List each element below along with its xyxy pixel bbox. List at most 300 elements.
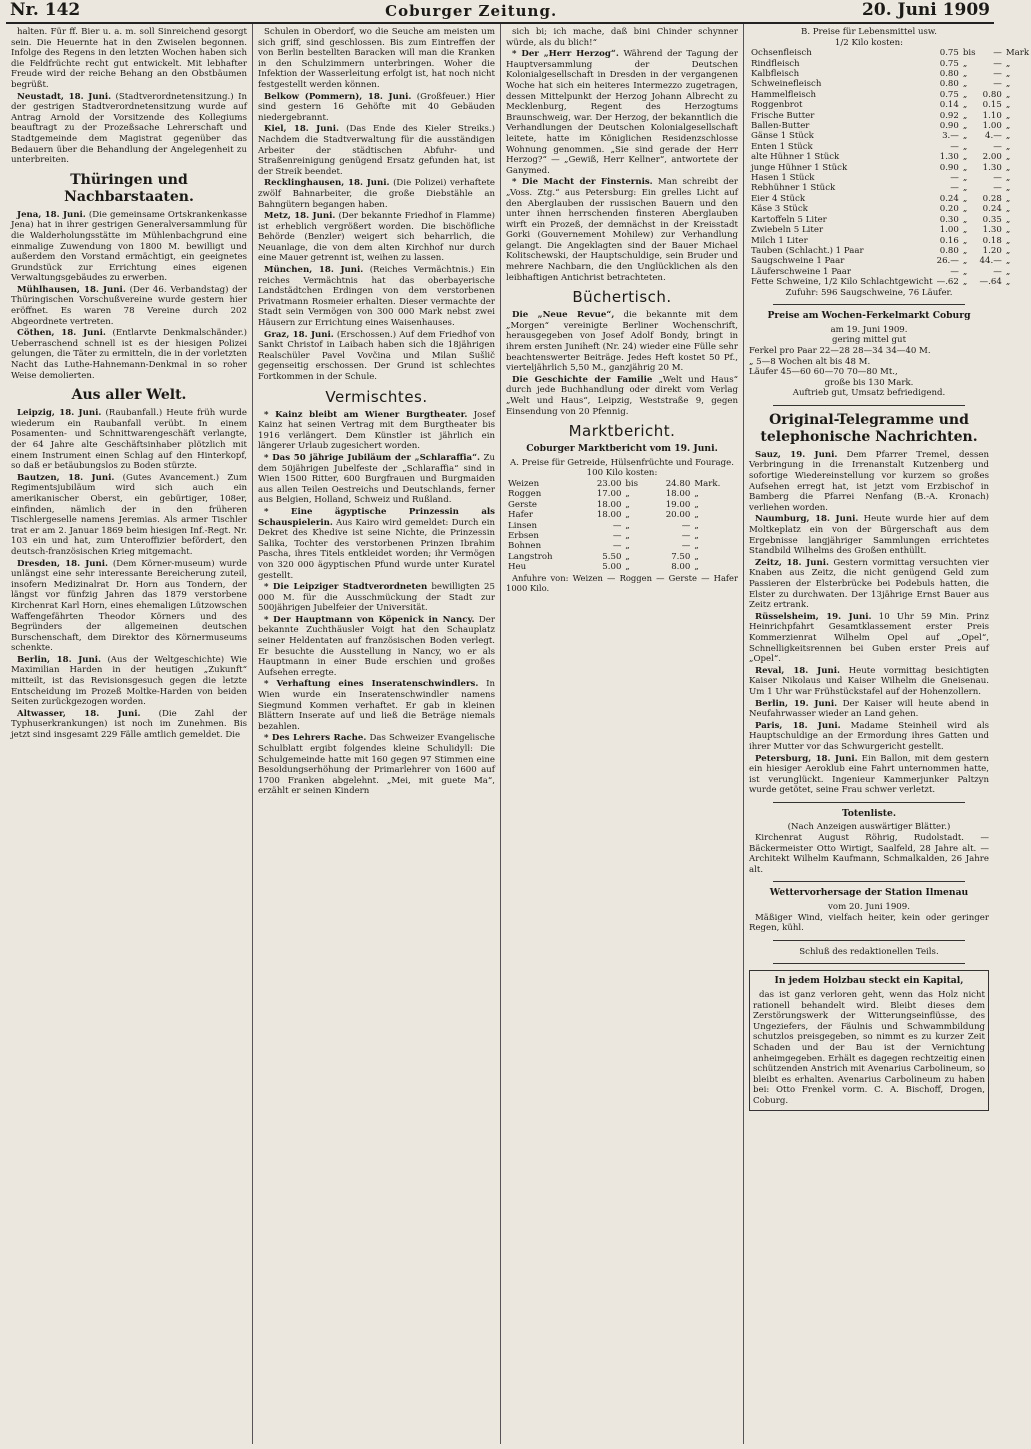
telegram-petersburg [749,754,989,796]
divider [773,940,965,941]
price-sep: „ [962,173,968,184]
price-unit: „ [1005,173,1011,184]
item-text: Zu dem 50jährigen Jubelfeste der „Schlaraffia“ sind in Wien 1500 Ritter, 600 Burgfrauen und Burgmaiden aus allen Teilen Oestreichs und Deutschlands, ferner aus Belgien, Holland, Schweiz und Rußland. [258,452,495,506]
item-heading: * Verhaftung eines Inseratenschwindlers. [264,679,479,690]
price-unit: „ [1005,131,1011,142]
dateline: Berlin, 18. Juni. [17,654,102,665]
price-to: 0.28 [982,193,1002,204]
price-to: 0.18 [982,235,1002,246]
article-leipzig [11,408,247,472]
advertisement-heading: In jedem Holzbau steckt ein Kapital, [774,975,964,987]
price-row [506,479,738,489]
article-text: (Das Ende des Kieler Streiks.) Nachdem die Stadtverwaltung für die ausständigen Arbeiter der städtischen Abfuhr- und Straßenreinigung genügend Ersatz gefunden hat, ist der Streik beendet. [258,124,496,177]
price-to: — [993,48,1002,59]
item-text: Aus Kairo wird gemeldet: Durch ein Dekret des Khedive ist seine Nichte, die Prinzessin Salika, Tochter des verstorbenen Prinzen Ibrahim Pascha, ihres Titels entkleidet worden; ihr Vermögen von 320 000 ägyptischen Pfund wurde unter Kuratel gestellt. [258,517,495,581]
price-from: 0.92 [939,110,959,121]
price-unit: Mark. [694,478,721,489]
price-to: 1.20 [982,245,1002,256]
editorial-end-note: Schluß des redaktionellen Teils. [799,946,939,957]
price-from: — [612,541,622,552]
article-muehlhausen [11,285,247,327]
article-text: (Die Polizei) verhaftete zwölf Bahnarbeiter, die große Diebstähle an Bahngütern begangen haben. [258,178,495,210]
dateline: Sauz, 19. Juni. [755,449,838,460]
price-sep: „ [962,183,968,194]
price-row [749,131,1031,141]
section-heading-aller-welt: Aus aller Welt. [71,387,187,404]
price-sep: „ [962,266,968,277]
price-row [749,79,1031,89]
ferkel-line: Läufer 45—60 60—70 70—80 Mt., [749,367,898,378]
ferkel-line: Ferkel pro Paar 22—28 28—34 34—40 M. [749,345,931,356]
food-prices-unit: 1/2 Kilo kosten: [834,37,904,48]
article-dresden [11,559,247,654]
price-from: — [950,183,959,194]
price-row [506,531,738,541]
price-unit: „ [1005,110,1011,121]
price-unit: „ [1005,204,1011,215]
price-from: 26.— [936,256,959,267]
article-text: (Stadtverordnetensitzung.) In der gestrigen Stadtverordnetensitzung wurde auf Antrag Arnold der Vorsitzende des Kollegiums beauftragt zu der Prozeßsache Lehrerschaft und Stadtgemeinde dem Magistrat gegenüber das Bedauern über die Behandlung der Angelegenheit zu unterbreiten. [11,91,248,166]
price-to: 18.00 [665,489,691,500]
price-item: Heu [508,562,527,573]
price-sep: „ [625,562,630,573]
price-item: Eier 4 Stück [751,193,806,204]
price-to: 4.— [985,131,1002,142]
dateline: Leipzig, 18. Juni. [17,408,102,419]
dateline: Dresden, 18. Juni. [17,558,109,569]
price-item: Ballen-Butter [751,121,810,132]
price-item: Gerste [508,499,538,510]
price-from: 0.30 [939,214,959,225]
telegram-text: Der Kaiser will heute abend in Neufahrwasser wieder an Land gehen. [749,698,989,720]
article-belkow [258,92,495,124]
price-sep: „ [962,141,968,152]
price-unit: „ [1005,89,1011,100]
price-sep: „ [962,214,968,225]
food-price-table [749,48,1031,287]
price-unit: „ [1005,256,1011,267]
price-sep: „ [962,256,968,267]
price-item: Rebhühner 1 Stück [751,183,836,194]
price-unit: „ [694,562,699,573]
price-sep: „ [962,225,968,236]
price-row [749,183,1031,193]
dateline: Petersburg, 18. Juni. [755,753,858,764]
article-text: (Großfeuer.) Hier sind gestern 16 Gehöfte mit 40 Gebäuden niedergebrannt. [258,91,496,123]
advertisement-holzbau [749,970,989,1110]
item-text: In Wien wurde ein Inseratenschwindler namens Siegmund Kommen verhaftet. Er gab in kleinen Blättern Inserate auf und ließ die Beträge niemals bezahlen. [258,679,495,732]
price-sep: bis [962,48,976,59]
price-unit: „ [1005,141,1011,152]
column-2 [252,24,500,1444]
article-coethen [11,328,247,381]
telegram-ruesselsheim [749,612,989,665]
market-report-subtitle: A. Preise für Getreide, Hülsenfrüchte und Fourage. [510,457,734,468]
price-item: Roggen [508,489,542,500]
price-to: — [681,541,691,552]
price-item: Kalbfleisch [751,69,800,79]
item-text: die bekannte mit dem „Morgen“ vereinigte Berliner Wochenschrift, herausgegeben von Josef Adolf Bondy, bringt in ihrem ersten Juniheft (Nr. 24) wieder eine Fülle sehr beachtenswerter Beiträge. Jedes Heft kostet 50 Pf., vierteljährlich 5,50 M., ganzjährig 20 M. [506,310,738,374]
telegram-berlin [749,699,989,720]
ferkel-columns: gering mittel gut [831,335,907,346]
price-sep: „ [962,193,968,204]
telegram-text: Dem Pfarrer Tremel, dessen Verbringung in die Irrenanstalt Kutzenberg und sofortige Wiedereinstellung vor kurzem so großes Aufsehen erregt hat, ist jetzt vom Erzbischof in Bamberg die Pfarrei Nenfang (B.-A. Kronach) verliehen worden. [749,449,989,513]
price-sep: „ [962,204,968,215]
price-from: 5.50 [602,551,622,562]
price-to: — [993,266,1002,277]
price-unit: „ [1005,183,1011,194]
item-heading: Die „Neue Revue“, [512,310,615,321]
price-sep: „ [625,531,630,541]
price-sep: „ [625,541,630,552]
price-item: Frische Butter [751,110,815,121]
price-sep: „ [625,489,630,500]
article-kiel [258,124,495,177]
price-sep: „ [962,100,968,111]
item-text: Man schreibt der „Voss. Ztg.“ aus Petersburg: Ein grelles Licht auf den Aberglauben der russischen Bauern und den unter ihnen herrschenden finsteren Aberglauben wirft ein Prozeß, der demnächst in der Kreisstadt Gorki (Gouvernement Mohilew) zur Verhandlung gelangt. Die Angeklagten sind der Bauer Michael Kolitschewski, der Hauptschuldige, sein Bruder und mehrere Nachbarn, die den Unglücklichen als den leibhaftigen Antichrist betrachteten. [506,177,738,283]
price-to: — [681,520,691,531]
article-text: (Gutes Avancement.) Zum Regimentsjubiläum wird sich auch ein amerikanischer Oberst, ein gebürtiger, 108er, einfinden, nämlich der in den früheren Tischlergeselle namens Jeremias. Als armer Tischler trat er am 2. Januar 1869 beim hiesigen Inf.-Regt. Nr. 103 ein und hat, zum Unteroffizier befördert, den deutsch-französischen Krieg mitgemacht. [11,472,247,557]
paper-title: Coburger Zeitung. [385,2,558,20]
item-text: bewilligten 25 000 M. für die Ausschmückung der Stadt zur 500jährigen Jubelfeier der Universität. [258,582,495,614]
price-unit: „ [1005,58,1011,69]
price-from: 0.75 [939,89,959,100]
item-continuation: sich bi; ich mache, daß bini Chinder schynner würde, als du blich!“ [506,27,738,48]
article-text: (Der bekannte Friedhof in Flamme) ist erheblich vergrößert worden. Die bischöfliche Behörde (Benzler) weigert sich beharrlich, die Neuanlage, die von dem alten Kirchhof nur durch eine Mauer getrennt ist, weihen zu lassen. [258,211,496,264]
price-item: Ochsenfleisch [751,48,812,59]
price-to: 20.00 [665,510,691,521]
masthead [6,0,994,24]
issue-date: 20. Juni 1909 [862,0,990,20]
price-row [506,541,738,551]
telegram-zeitz [749,558,989,611]
article-neustadt [11,92,247,166]
price-unit: „ [1005,69,1011,79]
article-bautzen [11,473,247,558]
price-row [749,111,1031,121]
price-to: 0.24 [982,204,1002,215]
weather-heading: Wettervorhersage der Station Ilmenau [769,887,969,899]
dateline: Zeitz, 18. Juni. [755,557,829,568]
price-from: — [950,173,959,184]
article-metz [258,211,495,264]
price-from: 1.30 [939,152,959,163]
death-list-subtitle: (Nach Anzeigen auswärtiger Blätter.) [787,822,951,833]
dateline: Bautzen, 18. Juni. [17,472,115,483]
item-prinzessin [258,507,495,581]
price-sep: „ [962,121,968,132]
price-unit: „ [1005,266,1011,277]
dateline: Rüsselsheim, 19. Juni. [755,611,872,622]
price-row [749,267,1031,277]
column-1 [6,24,252,1444]
section-heading-buechertisch: Büchertisch. [572,288,672,307]
telegram-paris [749,721,989,753]
price-row [506,510,738,520]
item-inseraten [258,679,495,732]
price-row [506,489,738,499]
item-neue-revue [506,310,738,374]
price-item: Saugschweine 1 Paar [751,256,845,267]
ferkel-market-heading: Preise am Wochen-Ferkelmarkt Coburg [767,310,971,322]
price-item: Tauben (Schlacht.) 1 Paar [751,245,864,256]
food-prices-heading: B. Preise für Lebensmittel usw. [801,27,937,37]
item-heading: * Das 50 jährige Jubiläum der „Schlaraffia“. [264,452,481,463]
zufuhr-note: Zufuhr: 596 Saugschweine, 76 Läufer. [785,287,953,298]
item-schlaraffia [258,453,495,506]
price-sep: „ [962,245,968,256]
telegram-naumburg [749,514,989,556]
price-sep: „ [962,79,968,90]
item-koepenick [258,615,495,679]
price-from: — [950,266,959,277]
price-unit: „ [694,510,699,521]
price-sep: bis [625,478,639,489]
dateline: Mühlhausen, 18. Juni. [17,284,126,295]
telegram-text: Heute wurde hier auf dem Moltkeplatz ein von der Bürgerschaft aus dem Ergebnisse langjähriger Sammlungen errichtetes Standbild Wilhelms des Großen enthüllt. [749,514,989,557]
price-from: 0.14 [939,100,959,111]
ferkel-line: große bis 130 Mark. [824,377,914,388]
price-from: — [612,531,622,541]
price-unit: „ [1005,193,1011,204]
price-unit: „ [1005,162,1011,173]
dateline: Jena, 18. Juni. [17,209,86,220]
article-text: (Raubanfall.) Heute früh wurde wiederum ein Raubanfall verübt. In einem Posamenten- und Schnittwarengeschäft verlangte, der 64 Jahre alte Geschäftsinhaber plötzlich mit einem Instrument einen Schlag auf den Hinterkopf, so daß er betäubungslos zu Boden stürzte. [11,408,247,472]
item-heading: * Des Lehrers Rache. [264,733,367,744]
price-to: 1.30 [982,162,1002,173]
article-text: (Dem Körner-museum) wurde unlängst eine sehr interessante Bereicherung zuteil, insofern Medizinalrat Dr. Horn aus Tondern, der längst vor fünfzig Jahren das 1879 verstorbene Kirchenrat Karl Horn, eines ehemaligen Lützowschen Waffengefährten Theodor Körners und des Begründers der allgemeinen deutschen Burschenschaft, dem Direktor des Körnermuseums schenkte. [11,558,247,654]
column-3 [500,24,743,1444]
item-stadtverordnete [258,582,495,614]
price-unit: „ [694,531,699,541]
price-from: 18.00 [596,499,622,510]
article-jena [11,210,247,284]
price-item: Schweinefleisch [751,79,822,90]
column-4 [743,24,1030,1444]
price-unit: „ [694,541,699,552]
price-row [749,100,1031,110]
price-row [749,69,1031,79]
price-sep: „ [962,69,968,79]
price-item: Weizen [508,478,540,489]
death-list-heading: Totenliste. [841,807,897,819]
dateline: Graz, 18. Juni. [264,329,334,340]
dateline: Cöthen, 18. Juni. [17,328,106,339]
telegram-text: 10 Uhr 59 Min. Prinz Heinrichpfahrt Gesamtklassement erster Preis Kommerzienrat Wilhelm Opel auf „Opel“, Schnelligkeitsrennen bei Guben erster Preis auf „Opel“. [749,611,989,665]
price-row [749,48,1031,58]
dateline: München, 18. Juni. [264,265,364,276]
section-heading-vermischtes: Vermischtes. [325,387,428,406]
weather-text: Mäßiger Wind, vielfach heiter, kein oder geringer Regen, kühl. [749,912,989,934]
divider [773,304,965,305]
telegram-reval [749,666,989,698]
price-row [506,500,738,510]
price-to: — [993,69,1002,79]
price-row [749,59,1031,69]
price-unit: „ [1005,152,1011,163]
item-heading: * Die Leipziger Stadtverordneten [264,582,428,593]
market-report-title: Coburger Marktbericht vom 19. Juni. [526,443,718,455]
telegram-text: Heute vormittag besichtigten Kaiser Nikolaus und Kaiser Wilhelm die Gneisenau. Um 1 Uhr war Frühstückstafel auf der Hohenzollern. [749,665,990,697]
price-to: 7.50 [671,551,691,562]
telegram-sauz [749,450,989,514]
ferkel-line: „ 5—8 Wochen alt bis 48 M. [749,356,871,367]
price-unit: „ [1005,79,1011,90]
price-unit: „ [694,489,699,500]
price-row [749,246,1031,256]
price-to: 1.10 [982,110,1002,121]
market-report-unit: 100 Kilo kosten: [586,468,658,479]
price-row [749,256,1031,266]
article-text: (Die gemeinsame Ortskrankenkasse Jena) hat in ihrer gestrigen Generalversammlung für die Walderholungsstätte im Mühlenbachgrund eine einmalige Zuwendung von 1800 M. bewilligt und außerdem den Vorstand ermächtigt, ein geeignetes Grundstück zur Errichtung eines eigenen Verwaltungsgebäudes zu erwerben. [11,209,247,284]
market-report-note: Anfuhre von: Weizen — Roggen — Gerste — Hafer 1000 Kilo. [506,572,738,594]
dateline: Reval, 18. Juni. [755,665,840,676]
death-list-text: Kirchenrat August Röhrig, Rudolstadt. — Bäckermeister Otto Wirtigt, Saalfeld, 28 Jahre alt. — Architekt Wilhelm Kaufmann, Schmalkalden, 26 Jahre alt. [749,833,989,875]
price-item: Milch 1 Liter [751,235,808,246]
price-from: 0.80 [939,69,959,79]
item-heading: * Der „Herr Herzog“. [512,49,619,60]
price-item: Langstroh [508,551,553,562]
price-unit: Mark [1005,48,1030,59]
price-to: 0.80 [982,89,1002,100]
price-item: Rindfleisch [751,58,800,69]
price-from: 0.80 [939,79,959,90]
price-from: 5.00 [602,562,622,573]
price-item: alte Hühner 1 Stück [751,152,840,163]
price-from: 0.80 [939,245,959,256]
section-heading-marktbericht: Marktbericht. [568,422,676,441]
price-from: — [950,141,959,152]
dateline: Berlin, 19. Juni. [755,698,838,709]
article-continuation: Schulen in Oberdorf, wo die Seuche am meisten um sich griff, sind geschlossen. Bis zum Eintreffen der von Berlin bestellten Baracken will man die Kranken in den Schulzimmern unterbringen. Woher die Infektion der Wasserleitung erfolgt ist, hat noch nicht festgestellt werden können. [258,27,495,90]
price-unit: „ [1005,214,1011,225]
article-recklinghausen [258,178,495,210]
price-row [749,194,1031,204]
item-heading: Die Geschichte der Familie [512,374,653,385]
dateline: Belkow (Pommern), 18. Juni. [264,91,412,102]
price-sep: „ [962,89,968,100]
article-graz [258,330,495,383]
divider [773,881,965,882]
price-from: — [612,520,622,531]
price-from: 0.90 [939,162,959,173]
telegram-text: Ein Ballon, mit dem gestern ein hiesiger Aeroklub eine Fahrt unternommen hatte, ist verunglückt. Ingenieur Kammerjunker Paltzyn wurde getötet, seine Frau schwer verletzt. [749,753,989,796]
dateline: Paris, 18. Juni. [755,720,841,731]
price-unit: „ [694,520,699,531]
price-from: 18.00 [596,510,622,521]
price-to: —.64 [979,277,1002,288]
price-item: Linsen [508,520,538,531]
price-to: 44.— [979,256,1002,267]
price-sep: „ [962,235,968,246]
price-unit: „ [1005,245,1011,256]
price-item: Hasen 1 Stück [751,173,815,184]
grain-price-table [506,479,738,573]
item-heading: * Eine ägyptische Prinzessin als Schauspielerin. [258,506,495,528]
price-to: 0.15 [982,100,1002,111]
price-sep: „ [962,152,968,163]
item-lehrer [258,733,495,797]
price-item: junge Hühner 1 Stück [751,162,848,173]
price-to: 1.30 [982,225,1002,236]
price-item: Fette Schweine, 1/2 Kilo Schlachtgewicht [751,277,933,288]
price-to: — [681,531,691,541]
price-item: Erbsen [508,531,539,541]
price-from: 0.24 [939,193,959,204]
article-text: (Erschossen.) Auf dem Friedhof von Sankt Christof in Laibach haben sich die 18jährigen Realschüler Pavel Vovčina und Milan Sušlič gegenseitig erschossen. Der Grund ist schlechtes Fortkommen in der Schule. [258,329,496,382]
price-row [749,236,1031,246]
price-sep: „ [962,162,968,173]
price-to: — [993,58,1002,69]
price-from: 1.00 [939,225,959,236]
dateline: Metz, 18. Juni. [264,211,336,222]
price-sep: „ [962,131,968,142]
price-row [506,521,738,531]
price-item: Kartoffeln 5 Liter [751,214,827,225]
price-item: Hafer [508,510,533,521]
divider [773,802,965,803]
price-row [506,562,738,572]
price-from: 0.16 [939,235,959,246]
weather-date: vom 20. Juni 1909. [828,902,910,913]
article-text: (Aus der Weltgeschichte) Wie Maximilian Harden in der heutigen „Zukunft“ mitteilt, ist das Revisionsgesuch gegen die letzte Entscheidung im Prozeß Moltke-Harden von beiden Seiten zurückgezogen worden. [11,654,247,708]
price-sep: „ [625,551,630,562]
price-item: Hammelfleisch [751,89,817,100]
item-text: „Welt und Haus“ durch jede Buchhandlung oder direkt vom Verlag „Welt und Haus“, Leipzig, Weststraße 9, gegen Einsendung von 20 Pfennig. [506,374,739,417]
price-to: 2.00 [982,152,1002,163]
price-row [749,277,1031,287]
item-finsternis [506,177,738,283]
price-item: Gänse 1 Stück [751,131,814,142]
price-from: 3.— [942,131,959,142]
price-unit: „ [1005,235,1011,246]
article-altwasser [11,709,247,741]
price-row [749,215,1031,225]
item-text: Josef Kainz hat seinen Vertrag mit dem Burgtheater bis 1916 verlängert. Dem Künstler ist jährlich ein längerer Urlaub zugesichert worden. [258,409,495,452]
price-row [749,225,1031,235]
item-text: Während der Tagung der Hauptversammlung der Deutschen Kolonialgesellschaft in Dresden in der vergangenen Woche hat sich ein heiteres Intermezzo zugetragen, dessen Mittelpunkt der Herzog Johann Albrecht zu Mecklenburg, Regent des Herzogtums Braunschweig, war. Der Herzog, der bekanntlich die Verhandlungen der Deutschen Kolonialgesellschaft leitete, hatte im Königlichen Residenzschlosse Wohnung genommen. „Sie sind gerade der Herr Herzog?“ — „Gewiß, Herr Kellner“, antwortete der Ganymed. [506,49,738,176]
article-text: (Die Zahl der Typhuserkrankungen) ist noch im Zunehmen. Bis jetzt sind insgesamt 229 Fälle amtlich gemeldet. Die [11,708,247,741]
price-item: Enten 1 Stück [751,141,813,152]
price-unit: „ [694,499,699,510]
price-from: —.62 [936,277,959,288]
item-kainz [258,410,495,452]
price-from: 0.75 [939,48,959,59]
price-unit: „ [1005,277,1011,288]
price-row [749,152,1031,162]
article-text: (Entlarvte Denkmalschänder.) Ueberraschend schnell ist es der hiesigen Polizei gelungen, die Täter zu ermitteln, die in der vorletzten Nacht das Luthe-Hahnemann-Denkmal in so roher Weise demolierten. [11,328,247,381]
telegram-text: Gestern vormittag versuchten vier Knaben aus Zeitz, die nicht genügend Geld zum Passieren der Elsterbrücke bei Podebuls hatten, die Elster zu durchwaten. Der 13jährige Ernst Bauer aus Zeitz ertrank. [749,557,989,611]
price-to: 0.35 [982,214,1002,225]
price-item: Bohnen [508,541,542,552]
item-text: Der bekannte Zuchthäusler Voigt hat den Schauplatz seiner Heldentaten auf französischen Boden verlegt. Er besuchte die Ausstellung in Nancy, wo er als Hauptmann in einer Bude erschien und großes Aufsehen erregte. [258,614,496,678]
price-to: 19.00 [665,499,691,510]
price-sep: „ [962,110,968,121]
article-continuation: halten. Für ff. Bier u. a. m. soll Sinreichend gesorgt sein. Die Heuernte hat in den Zwiselen begonnen. Infolge des Regens in den letzten Wochen haben sich die Feldfrüchte recht gut entwickelt. Mit lebhafter Freude wird der reiche Behang an den Obstbäumen begrüßt. [11,27,247,90]
columns [6,24,1030,1444]
price-sep: „ [625,520,630,531]
article-text: (Reiches Vermächtnis.) Ein reiches Vermächtnis hat das oberbayerische Landstädtchen Erdingen von dem verstorbenen Privatmann Rosmeier erhalten. Dieser vermachte der Stadt sein Vermögen von 300 000 Mark nebst zwei Häusern zur Errichtung eines Waisenhauses. [258,265,496,329]
price-item: Läuferschweine 1 Paar [751,266,851,277]
price-unit: „ [1005,225,1011,236]
price-sep: „ [962,58,968,69]
article-berlin [11,655,247,708]
price-unit: „ [694,551,699,562]
price-from: 0.20 [939,204,959,215]
price-sep: „ [625,510,630,521]
price-row [749,121,1031,131]
price-to: — [993,173,1002,184]
